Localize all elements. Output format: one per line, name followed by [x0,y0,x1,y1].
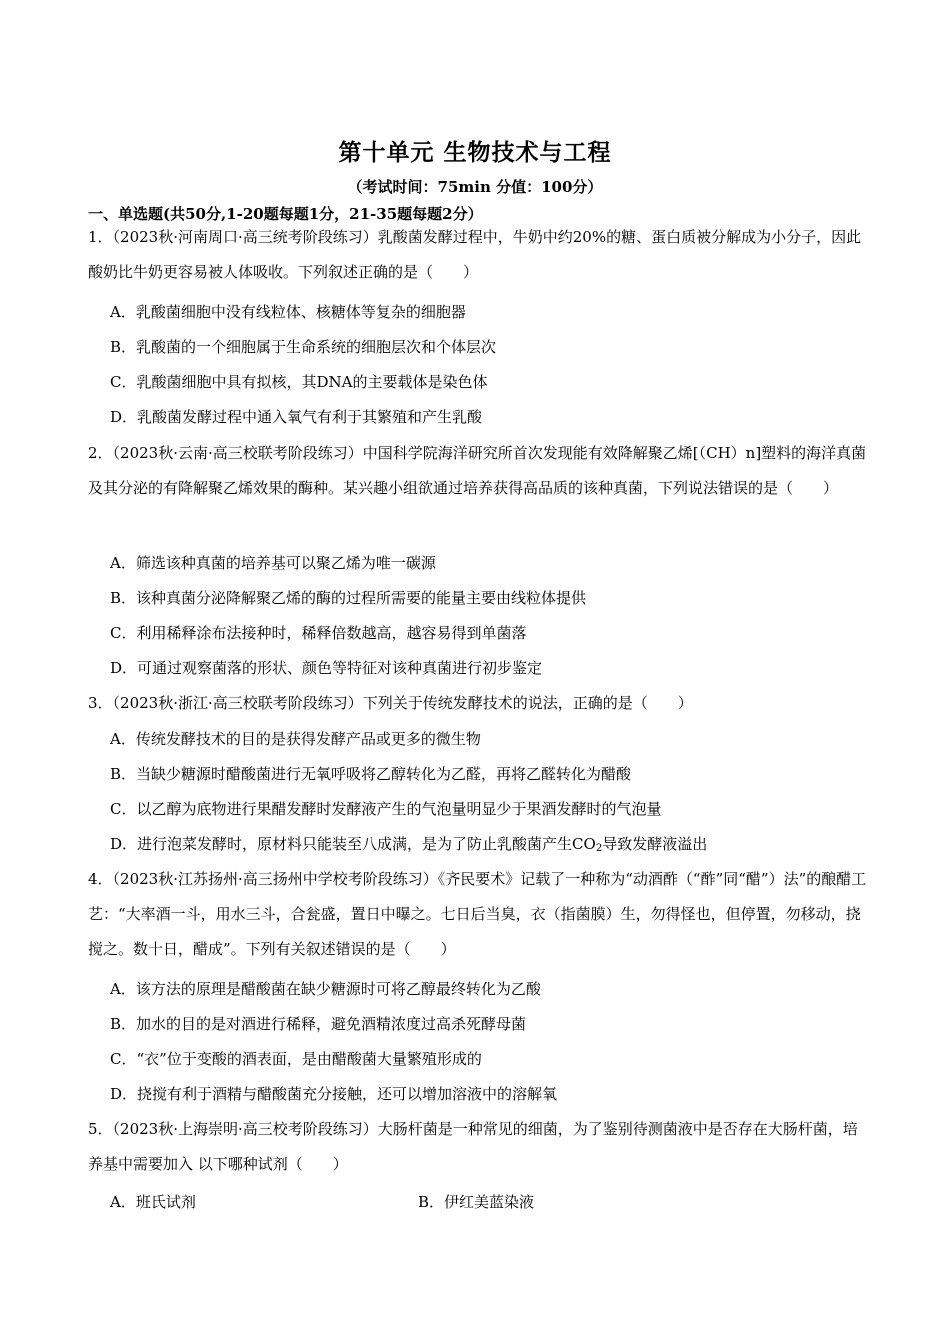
question-4-stem: 4．（2023秋·江苏扬州·高三扬州中学校考阶段练习）《齐民要术》记载了一种称为“动酒酢（“酢”同“醋”）法”的酿醋工艺：“大率酒一斗，用水三斗，合瓮盛，置日中曝之。七日后当臭，衣（指菌膜）生，勿得怪也，但停置，勿移动，挠搅之。数十日，醋成”。下列有关叙述错误的是（ ） [88,870,867,958]
question-4-option-d: D．挠搅有利于酒精与醋酸菌充分接触，还可以增加溶液中的溶解氧 [110,1085,558,1103]
option-d-text: D．进行泡菜发酵时，原材料只能装至八成满，是为了防止乳酸菌产生CO [110,835,596,853]
question-2-option-d: D．可通过观察菌落的形状、颜色等特征对该种真菌进行初步鉴定 [110,659,543,677]
question-4-option-c: C．“衣”位于变酸的酒表面，是由醋酸菌大量繁殖形成的 [110,1050,482,1068]
question-2-option-c: C．利用稀释涂布法接种时，稀释倍数越高，越容易得到单菌落 [110,624,527,642]
question-1-option-b: B．乳酸菌的一个细胞属于生命系统的细胞层次和个体层次 [110,338,497,356]
page-title: 第十单元 生物技术与工程 [338,139,612,166]
question-1-stem: 1．（2023秋·河南周口·高三统考阶段练习）乳酸菌发酵过程中，牛奶中约20%的糖、蛋白质被分解成为小分子，因此酸奶比牛奶更容易被人体吸收。下列叙述正确的是（ ） [88,228,862,281]
question-2-option-a: A．筛选该种真菌的培养基可以聚乙烯为唯一碳源 [110,554,436,572]
question-5-option-b: B．伊红美蓝染液 [418,1193,535,1211]
section-heading: 一、单选题(共50分,1-20题每题1分，21-35题每题2分） [88,205,483,223]
question-5-option-a: A．班氏试剂 [110,1193,196,1211]
question-3-option-d [110,834,707,859]
option-d-text-end: 导致发酵液溢出 [602,835,708,853]
question-2-stem: 2．（2023秋·云南·高三校联考阶段练习）中国科学院海洋研究所首次发现能有效降解聚乙烯[（CH）n]塑料的海洋真菌及其分泌的有降解聚乙烯效果的酶种。某兴趣小组欲通过培养获得高品质的该种真菌，下列说法错误的是（ ） [88,444,867,497]
question-2-option-b: B．该种真菌分泌降解聚乙烯的酶的过程所需要的能量主要由线粒体提供 [110,589,587,607]
exam-info: （考试时间：75min 分值：100分） [347,178,603,196]
question-4-option-b: B．加水的目的是对酒进行稀释，避免酒精浓度过高杀死酵母菌 [110,1015,527,1033]
question-5-stem: 5．（2023秋·上海崇明·高三校考阶段练习）大肠杆菌是一种常见的细菌，为了鉴别待测菌液中是否存在大肠杆菌，培养基中需要加入 以下哪种试剂（ ） [88,1120,858,1173]
question-1-option-c: C．乳酸菌细胞中具有拟核，其DNA的主要载体是染色体 [110,373,488,391]
question-3-stem: 3．（2023秋·浙江·高三校联考阶段练习）下列关于传统发酵技术的说法，正确的是（ ） [88,694,693,712]
question-4-option-a: A．该方法的原理是醋酸菌在缺少糖源时可将乙醇最终转化为乙酸 [110,980,541,998]
question-3-option-a: A．传统发酵技术的目的是获得发酵产品或更多的微生物 [110,730,481,748]
question-1-option-d: D．乳酸菌发酵过程中通入氧气有利于其繁殖和产生乳酸 [110,408,483,426]
question-3-option-b: B．当缺少糖源时醋酸菌进行无氧呼吸将乙醇转化为乙醛，再将乙醛转化为醋酸 [110,765,632,783]
question-1-option-a: A．乳酸菌细胞中没有线粒体、核糖体等复杂的细胞器 [110,303,466,321]
co2-subscript: 2 [595,843,603,854]
question-3-option-c: C．以乙醇为底物进行果醋发酵时发酵液产生的气泡量明显少于果酒发酵时的气泡量 [110,800,662,818]
